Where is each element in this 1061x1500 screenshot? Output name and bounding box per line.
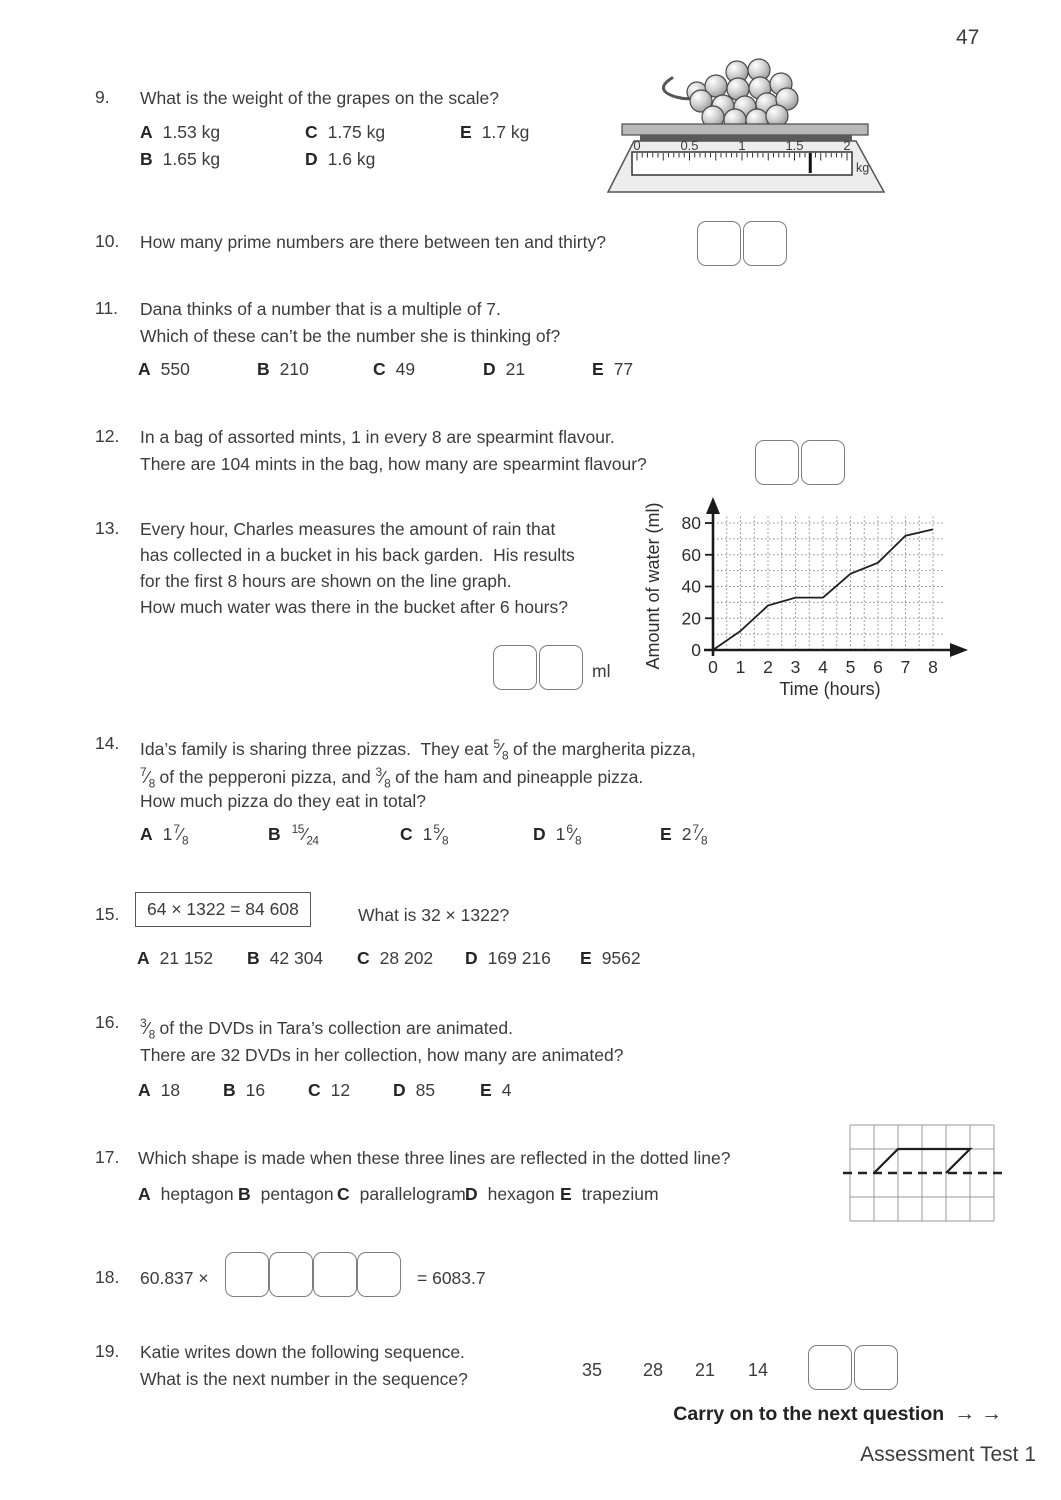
q17-options <box>138 1184 659 1205</box>
answer-box[interactable] <box>225 1252 269 1297</box>
q15-fact-box: 64 × 1322 = 84 608 <box>135 892 311 927</box>
option-letter: B <box>238 1184 251 1204</box>
q17-option-d <box>465 1184 560 1205</box>
svg-text:80: 80 <box>681 513 701 533</box>
option-value: 85 <box>415 1080 436 1100</box>
q12-number: 12. <box>95 426 120 446</box>
answer-box[interactable] <box>313 1252 357 1297</box>
q11-option-e <box>592 359 633 380</box>
q9-option-a <box>140 122 305 143</box>
q17-option-a <box>138 1184 238 1205</box>
answer-box[interactable] <box>854 1345 898 1390</box>
q14-options <box>140 822 707 847</box>
option-letter: D <box>533 823 546 844</box>
option-value: heptagon <box>160 1184 234 1204</box>
option-letter: B <box>257 359 270 379</box>
text-chunk: of the pepperoni pizza, and <box>154 766 376 787</box>
answer-box[interactable] <box>269 1252 313 1297</box>
answer-box[interactable] <box>808 1345 852 1390</box>
q9-number: 9. <box>95 87 110 107</box>
option-letter: E <box>460 122 472 142</box>
q16-options <box>138 1080 511 1101</box>
q16-option-a <box>138 1080 223 1101</box>
option-letter: C <box>400 823 413 844</box>
q19-line2: What is the next number in the sequence? <box>140 1369 468 1389</box>
option-letter: E <box>560 1184 572 1204</box>
q14-line3: How much pizza do they eat in total? <box>140 791 426 811</box>
q17-text: Which shape is made when these three lines are reflected in the dotted line? <box>138 1148 731 1168</box>
q17-option-c <box>337 1184 465 1205</box>
option-letter: E <box>660 823 672 844</box>
q9-text: What is the weight of the grapes on the scale? <box>140 88 499 108</box>
svg-text:7: 7 <box>900 657 911 677</box>
grapes-icon <box>687 59 798 131</box>
q19-line1: Katie writes down the following sequence. <box>140 1342 465 1362</box>
test-name: Assessment Test 1 <box>860 1443 1036 1466</box>
option-value: 21 152 <box>159 948 214 968</box>
q19-number: 19. <box>95 1341 120 1361</box>
q14-option-b <box>268 822 400 847</box>
option-value: 9562 <box>601 948 641 968</box>
q12-line2: There are 104 mints in the bag, how many are spearmint flavour? <box>140 454 647 474</box>
option-value: 16 <box>245 1080 266 1100</box>
scale-tick-label: 0.5 <box>680 138 699 153</box>
mixed-number: $1^6⁄_8$ <box>555 822 582 848</box>
q14-option-e <box>660 822 707 847</box>
svg-text:2: 2 <box>763 657 773 677</box>
arrow-icons: → → <box>954 1402 1002 1425</box>
scale-platform-shadow <box>640 135 852 141</box>
answer-box[interactable] <box>539 645 583 690</box>
q13-answer-boxes <box>493 645 585 690</box>
carry-on-text: Carry on to the next question <box>673 1403 945 1425</box>
option-value: 42 304 <box>269 948 324 968</box>
option-value: 1.65 kg <box>162 149 221 169</box>
q14-number: 14. <box>95 733 120 753</box>
option-letter: A <box>138 1080 151 1100</box>
q11-option-b <box>257 359 373 380</box>
option-value: 1.6 kg <box>327 149 376 169</box>
option-letter: A <box>140 823 153 844</box>
q10-number: 10. <box>95 231 120 251</box>
q11-options <box>138 359 633 380</box>
q9-option-c <box>305 122 460 143</box>
q16-option-c <box>308 1080 393 1101</box>
q13-number: 13. <box>95 518 120 538</box>
mixed-number: $1^7⁄_8$ <box>162 822 189 848</box>
svg-text:Amount of water (ml): Amount of water (ml) <box>643 502 663 670</box>
option-value: 21 <box>505 359 526 379</box>
option-letter: C <box>305 122 318 142</box>
option-letter: B <box>247 948 260 968</box>
option-letter: A <box>137 948 150 968</box>
text-chunk: of the DVDs in Tara’s collection are animated. <box>154 1017 513 1038</box>
option-letter: B <box>140 149 153 169</box>
option-value: parallelogram <box>359 1184 466 1204</box>
svg-text:4: 4 <box>818 657 828 677</box>
svg-text:5: 5 <box>845 657 856 677</box>
q11-option-a <box>138 359 257 380</box>
option-letter: E <box>580 948 592 968</box>
answer-box[interactable] <box>697 221 741 266</box>
answer-box[interactable] <box>755 440 799 485</box>
q17-number: 17. <box>95 1147 120 1167</box>
option-value: pentagon <box>260 1184 334 1204</box>
svg-text:0: 0 <box>708 657 718 677</box>
q16-line2: There are 32 DVDs in her collection, how many are animated? <box>140 1045 624 1065</box>
q15-number: 15. <box>95 904 120 924</box>
svg-text:8: 8 <box>928 657 938 677</box>
q9-option-d <box>305 149 375 170</box>
option-value: 28 202 <box>379 948 434 968</box>
q9-options-row2 <box>140 149 375 170</box>
mixed-number: $1^5⁄_8$ <box>422 822 449 848</box>
q18-prefix: 60.837 × <box>140 1268 209 1288</box>
q13-unit-label: ml <box>592 661 611 681</box>
q18-answer-boxes <box>225 1252 401 1297</box>
scale-tick-label: 1 <box>738 138 746 153</box>
weighing-scale-illustration <box>600 50 900 200</box>
q15-option-c <box>357 948 465 969</box>
svg-text:40: 40 <box>681 576 701 597</box>
q16-line1 <box>140 1012 513 1045</box>
option-value: 4 <box>501 1080 512 1100</box>
option-letter: D <box>483 359 496 379</box>
q15-option-b <box>247 948 357 969</box>
q15-option-d <box>465 948 580 969</box>
q10-text: How many prime numbers are there between ten and thirty? <box>140 232 606 252</box>
page-number: 47 <box>956 26 980 49</box>
scale-tick-label: 0 <box>633 138 641 153</box>
fraction: $^3⁄_8$ <box>140 1016 155 1042</box>
option-letter: A <box>138 359 151 379</box>
option-value: 1.75 kg <box>327 122 386 142</box>
sequence-number: 28 <box>643 1360 664 1380</box>
scale-unit-label: kg <box>856 161 870 175</box>
scale-tick-label: 1.5 <box>785 138 804 153</box>
svg-text:1: 1 <box>735 657 746 677</box>
q16-option-e <box>480 1080 511 1101</box>
q19-sequence <box>582 1360 768 1381</box>
q10-answer-boxes <box>697 221 789 266</box>
q9-options-row1 <box>140 122 529 143</box>
q11-line1: Dana thinks of a number that is a multiple of 7. <box>140 299 501 319</box>
option-value: trapezium <box>581 1184 659 1204</box>
q14-option-a <box>140 822 268 847</box>
text-chunk: Ida’s family is sharing three pizzas. They eat <box>140 738 494 759</box>
reflection-grid-diagram <box>840 1115 1010 1230</box>
sequence-number: 35 <box>582 1360 603 1380</box>
option-letter: D <box>393 1080 406 1100</box>
option-letter: E <box>480 1080 492 1100</box>
q13-line2: has collected in a bucket in his back garden. His results <box>140 545 575 565</box>
svg-text:20: 20 <box>681 608 701 629</box>
option-letter: C <box>357 948 370 968</box>
fraction: $^7⁄_8$ <box>140 765 155 791</box>
option-value: 1.7 kg <box>481 122 530 142</box>
option-letter: B <box>223 1080 236 1100</box>
option-value: 169 216 <box>487 948 551 968</box>
q17-option-b <box>238 1184 337 1205</box>
answer-box[interactable] <box>743 221 787 266</box>
mixed-number: $^{15}⁄_{24}$ <box>291 822 319 848</box>
fraction: $^3⁄_8$ <box>375 765 391 791</box>
q16-number: 16. <box>95 1012 120 1032</box>
option-value: 77 <box>613 359 634 379</box>
q14-option-c <box>400 822 533 847</box>
q13-line4: How much water was there in the bucket after 6 hours? <box>140 597 568 617</box>
option-letter: D <box>465 1184 478 1204</box>
sequence-number: 14 <box>748 1360 769 1380</box>
q16-option-b <box>223 1080 308 1101</box>
svg-text:60: 60 <box>681 544 701 565</box>
option-letter: D <box>465 948 478 968</box>
q13-line1: Every hour, Charles measures the amount of rain that <box>140 519 556 539</box>
q15-text: What is 32 × 1322? <box>358 905 510 925</box>
option-letter: E <box>592 359 604 379</box>
answer-box[interactable] <box>493 645 537 690</box>
rain-line-graph <box>640 485 985 703</box>
answer-box[interactable] <box>357 1252 401 1297</box>
option-value: 1.53 kg <box>162 122 221 142</box>
q12-answer-boxes <box>755 440 847 485</box>
option-letter: C <box>337 1184 350 1204</box>
q12-line1: In a bag of assorted mints, 1 in every 8 are spearmint flavour. <box>140 427 615 447</box>
svg-text:3: 3 <box>790 657 801 677</box>
q9-option-e <box>460 122 529 143</box>
q13-line3: for the first 8 hours are shown on the line graph. <box>140 571 512 591</box>
q16-option-d <box>393 1080 480 1101</box>
q14-option-d <box>533 822 660 847</box>
option-value: 18 <box>160 1080 181 1100</box>
option-letter: C <box>373 359 386 379</box>
option-value: 550 <box>160 359 190 379</box>
q15-option-e <box>580 948 641 969</box>
option-value: 210 <box>279 359 309 379</box>
carry-on-instruction <box>673 1402 1002 1426</box>
option-value: hexagon <box>487 1184 555 1204</box>
option-letter: B <box>268 823 281 844</box>
q15-option-a <box>137 948 247 969</box>
q18-number: 18. <box>95 1267 120 1287</box>
q11-number: 11. <box>95 298 119 318</box>
mixed-number: $2^7⁄_8$ <box>681 822 708 848</box>
option-letter: D <box>305 149 318 169</box>
q11-option-d <box>483 359 592 380</box>
q9-option-b <box>140 149 305 170</box>
svg-text:0: 0 <box>691 640 701 660</box>
fraction: $^5⁄_8$ <box>493 737 509 763</box>
q17-option-e <box>560 1184 659 1205</box>
svg-text:6: 6 <box>873 657 883 677</box>
q11-line2: Which of these can’t be the number she is thinking of? <box>140 326 561 346</box>
sequence-number: 21 <box>695 1360 716 1380</box>
text-chunk: of the margherita pizza, <box>508 738 696 759</box>
option-value: 49 <box>395 359 416 379</box>
scale-tick-label: 2 <box>843 138 851 153</box>
option-letter: C <box>308 1080 321 1100</box>
option-letter: A <box>138 1184 151 1204</box>
q18-result: = 6083.7 <box>417 1268 486 1288</box>
q15-options <box>137 948 641 969</box>
q19-answer-boxes <box>808 1345 900 1390</box>
answer-box[interactable] <box>801 440 845 485</box>
scale-platform <box>622 124 868 135</box>
text-chunk: of the ham and pineapple pizza. <box>390 766 644 787</box>
option-value: 12 <box>330 1080 351 1100</box>
q11-option-c <box>373 359 483 380</box>
option-letter: A <box>140 122 153 142</box>
svg-text:Time (hours): Time (hours) <box>779 679 881 699</box>
